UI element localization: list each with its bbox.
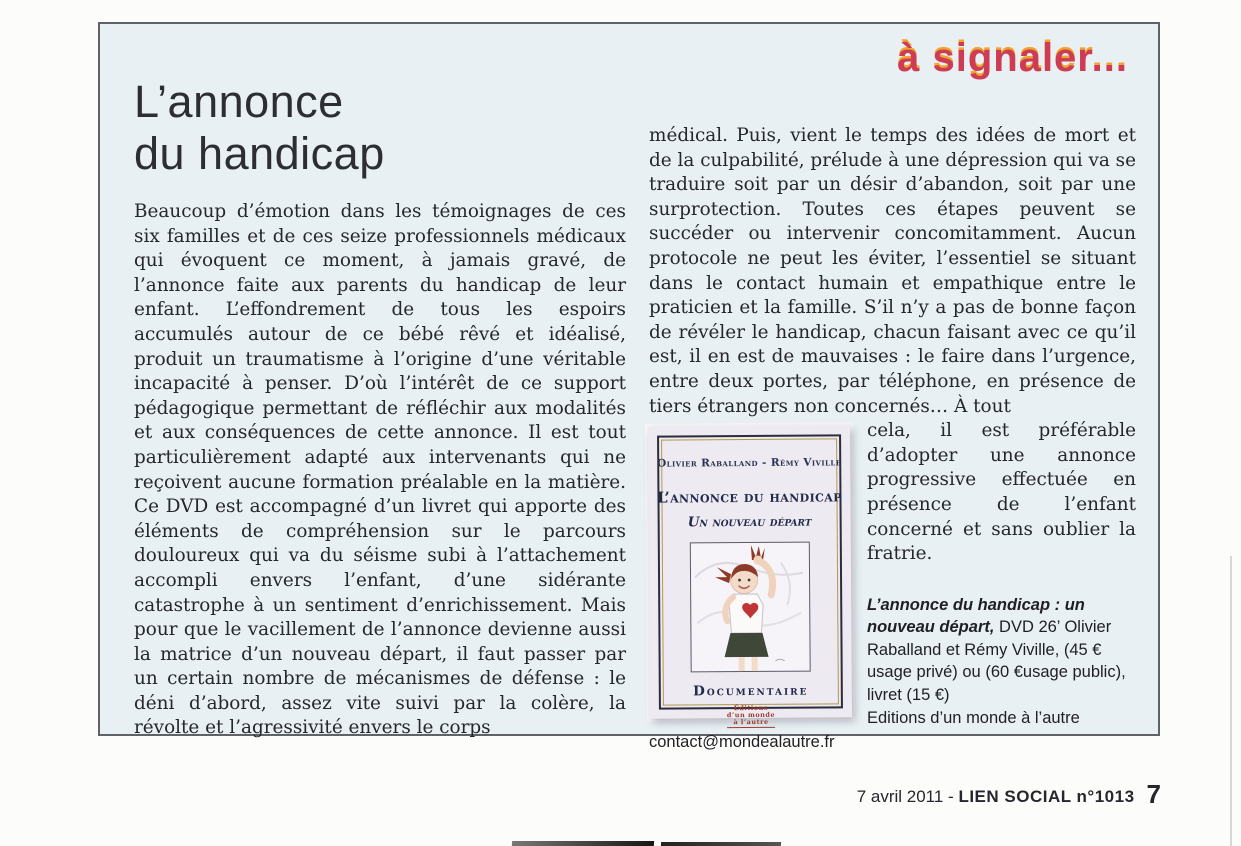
publisher-logo-line-2: d’un monde: [726, 711, 776, 720]
publisher-logo-line-1: Éditions: [733, 704, 769, 713]
scan-artifact-edge-line: [1230, 556, 1232, 846]
child-illustration-icon: [691, 542, 810, 671]
dvd-cover-subtitle: Un nouveau départ: [687, 513, 812, 531]
right-column-paragraph-1: médical. Puis, vient le temps des idées de mort et de la culpabilité, prélude à une dépression qui va se traduire soit par un désir d’abandon, soit par une surprotection. Toutes ces étapes peuvent se succéder ou intervenir concomitamment. Aucun protocole ne peut les éviter, l’essentiel se situant dans le contact humain et empathique entre le praticien et la famille. S’il n’y a pas de bonne façon de révéler le handicap, chacun faisant avec ce qu’il est, il en est de mauvaises : le faire dans l’urgence, entre deux portes, par téléphone, en présence de tiers étrangers non concernés… À tout: [649, 125, 1136, 417]
right-column-paragraph-2: cela, il est préférable d’adopter une annonce progressive effectuée en présence de l’enfant concerné et sans oublier la fratrie.: [867, 420, 1136, 565]
left-column-paragraph: Beaucoup d’émotion dans les témoignages de ces six familles et de ces seize professionnels médicaux qui évoquent ce moment, à jamais gravé, de l’annonce faite aux parents du handicap de leur enfant. L’effondrement de tous les espoirs accumulés autour de ce bébé rêvé et idéalisé, produit un traumatisme à l’origine d’une véritable incapacité à penser. D’où l’intérêt de ce support pédagogique permettant de réfléchir aux modalités et aux conséquences de cette annonce. Il est tout particulièrement adapté aux intervenants qui ne reçoivent aucune formation préalable en la matière. Ce DVD est accompagné d’un livret qui apporte des éléments de compréhension sur le parcours douloureux qui va du séisme subi à l’attachement accompli envers l’enfant, d’une sidérante catastrophe à un sentiment d’enrichissement. Mais pour que le vacillement de l’annonce devienne aussi la matrice d’un nouveau départ, il faut passer par un certain nombre de mécanismes de défense : le déni d’abord, assez vite suivi par la colère, la révolte et l’agressivité envers le corps: [134, 201, 626, 739]
article-panel: [98, 22, 1160, 751]
dvd-cover-frame-inner: [657, 439, 842, 727]
scan-artifact-bar: [512, 841, 654, 846]
footer-date: 7 avril 2011 -: [856, 787, 959, 806]
dvd-cover: [648, 425, 852, 727]
caption-publisher: Editions d’un monde à l’autre: [867, 709, 1080, 728]
dvd-cover-authors: Olivier Raballand - Rémy Viville: [657, 456, 842, 470]
dvd-cover-title: L’annonce du handicap: [657, 487, 842, 507]
dvd-cover-genre: Documentaire: [693, 682, 809, 700]
dvd-cover-frame: [657, 434, 843, 727]
page-footer: [857, 778, 1161, 809]
publisher-logo-line-3: à l’autre: [733, 718, 769, 727]
dvd-cover-illustration: [690, 541, 811, 672]
footer-magazine-name: LIEN SOCIAL n°1013: [958, 787, 1135, 806]
footer-page-number: 7: [1146, 779, 1161, 809]
left-column: [134, 200, 626, 741]
section-label: à signaler...: [897, 36, 1128, 80]
caption-details: DVD 26’ Olivier Raballand et Rémy Viville, (45 € usage privé) ou (60 €usage public), livret (15 €): [867, 618, 1126, 704]
publisher-logo: [727, 705, 775, 728]
article-title-line-2: du handicap: [134, 128, 385, 179]
caption-title: L’annonce du handicap : un nouveau départ,: [867, 595, 1085, 637]
right-column: [649, 124, 1136, 753]
caption-contact-email: contact@mondealautre.fr: [649, 732, 835, 751]
article-title: [134, 76, 385, 180]
dvd-cover-rule: [673, 479, 826, 480]
article-title-line-1: L’annonce: [134, 76, 344, 127]
scan-artifact-bar: [661, 842, 781, 846]
